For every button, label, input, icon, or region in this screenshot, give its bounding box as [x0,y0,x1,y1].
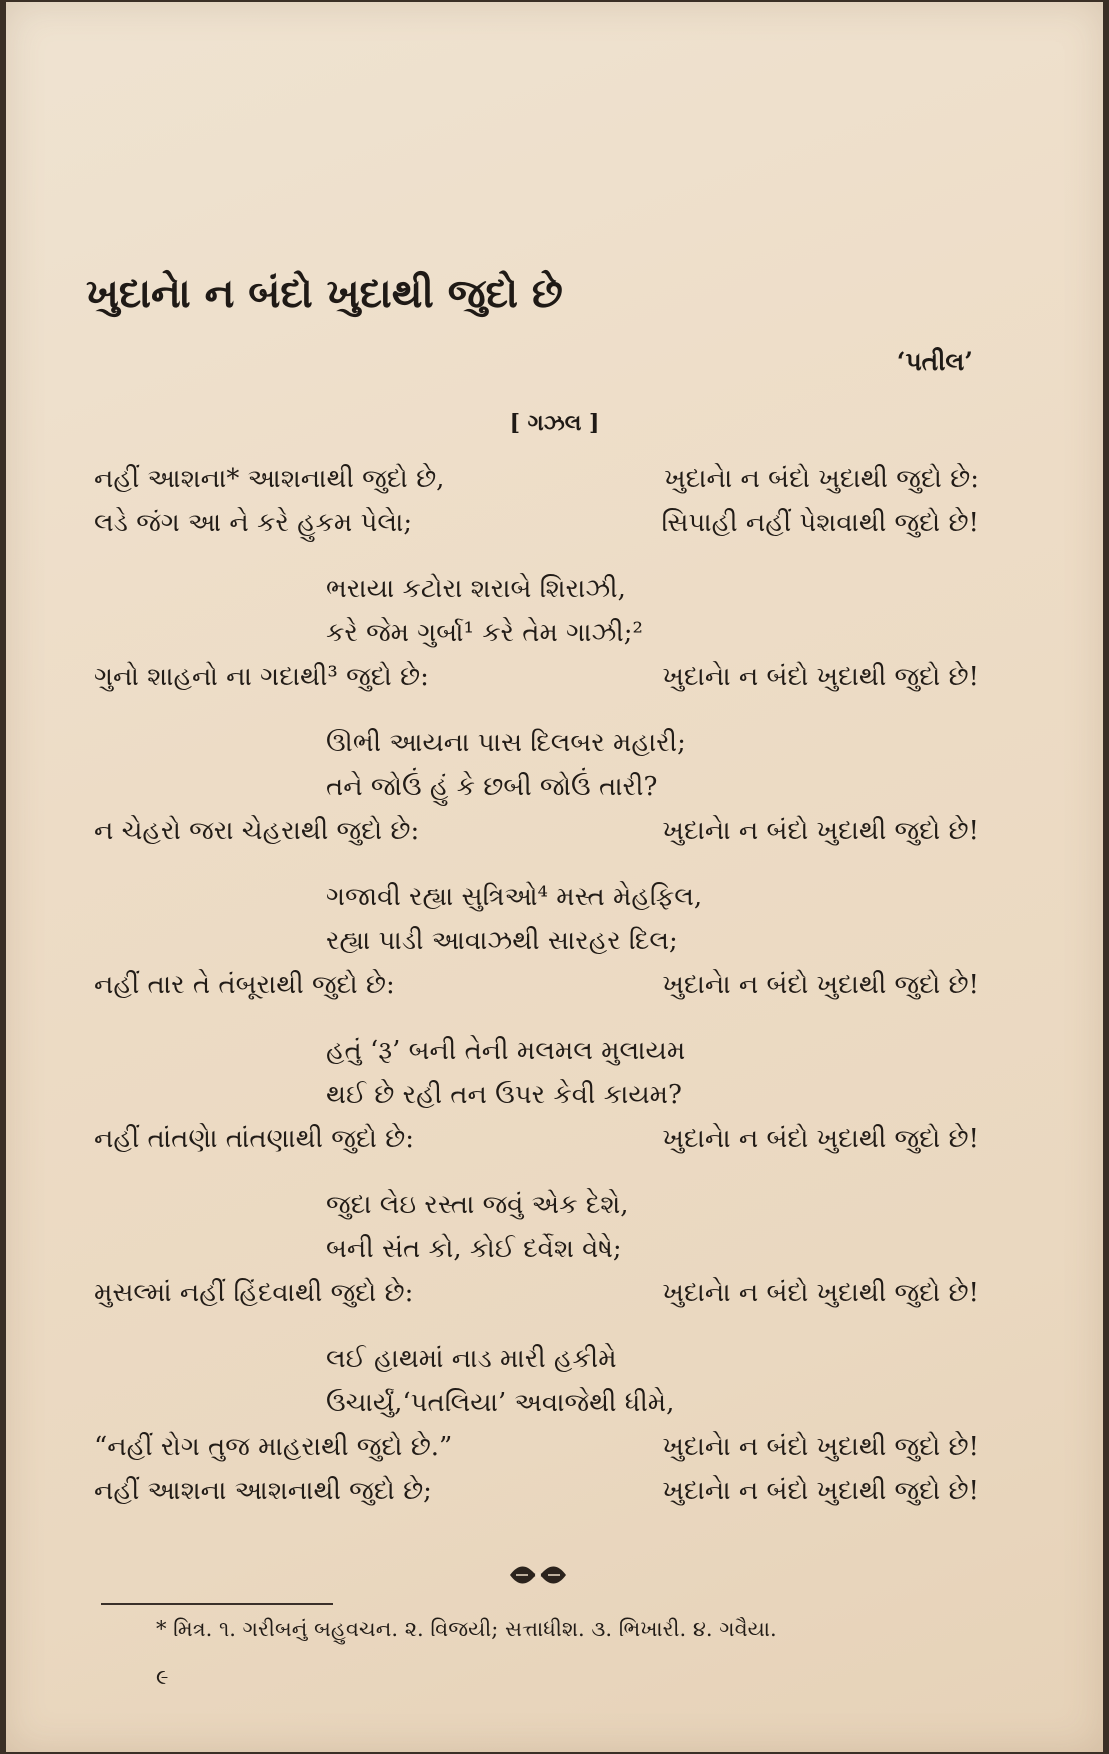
ornament-icon [506,1560,570,1590]
poem-line: રહ્યા પાડી આવાઝથી સારહર દિલ; [326,926,678,956]
poem-line-left: ન ચેહરો જરા ચેહરાથી જુદો છે: [94,816,420,846]
poem-line: ગજાવી રહ્યા સુત્રિઓ⁴ મસ્ત મેહફિલ, [326,882,703,912]
page-number: ૯ [156,1665,169,1689]
poem-line: ઉચાર્યું,‘પતલિયા’ અવાજેથી ધીમે, [326,1388,675,1418]
poem-line-right: ખુદાનેા ન બંદો ખુદાથી જુદો છે! [662,816,979,846]
poem-line: હતું ‘રૂ’ બની તેની મલમલ મુલાયમ [326,1036,686,1066]
poem-line-left: લડે જંગ આ ને કરે હુકમ પેલેા; [94,508,413,538]
footnote: * મિત્ર. ૧. ગરીબનું બહુવચન. ૨. વિજયી; સત્તાધીશ. ૩. ભિખારી. ૪. ગવૈયા. [156,1617,777,1641]
poem-line [94,1432,979,1463]
poem-line-left: ગુનો શાહનો ના ગદાથી³ જુદો છે: [94,662,429,692]
poem-line: કરે જેમ ગુર્બા¹ કરે તેમ ગાઝી;² [326,618,643,648]
poem-line-right: ખુદાનેા ન બંદો ખુદાથી જુદો છે! [662,1476,979,1506]
poem-line [94,1278,979,1309]
footnote-divider [101,1603,333,1605]
poem-line-right: ખુદાનેા ન બંદો ખુદાથી જુદો છે: [664,464,979,494]
poem-line-right: ખુદાનેા ન બંદો ખુદાથી જુદો છે! [662,662,979,692]
poem-line: થઈ છે રહી તન ઉપર કેવી કાયમ? [326,1080,682,1110]
poem-line [94,464,979,495]
poem-line [94,508,979,539]
poem-line-left: મુસલ્માં નહીં હિંદવાથી જુદો છે: [94,1278,414,1308]
poem-line [94,1476,979,1507]
poem-line: લઈ હાથમાં નાડ મારી હકીમે [326,1344,617,1374]
poem-title: ખુદાનેા ન બંદો ખુદાથી જુદો છે [86,270,563,317]
poem-line-left: નહીં તાંતણેા તાંતણાથી જુદો છે: [94,1124,414,1154]
poem-author: ‘પતીલ’ [896,347,973,376]
poem-line [94,970,979,1001]
poem-line-right: ખુદાનેા ન બંદો ખુદાથી જુદો છે! [662,1124,979,1154]
poem-line: જુદા લેઇ રસ્તા જવું એક દેશે, [326,1190,629,1220]
poem-line-right: ખુદાનેા ન બંદો ખુદાથી જુદો છે! [662,970,979,1000]
poem-line-right: ખુદાનેા ન બંદો ખુદાથી જુદો છે! [662,1278,979,1308]
poem-line: બની સંત કો, કોઈ દર્વેશ વેષે; [326,1234,622,1264]
poem-line: ભરાયા કટોરા શરાબે શિરાઝી, [326,574,626,604]
poem-line [94,816,979,847]
poem-line-left: નહીં તાર તે તંબૂરાથી જુદો છે: [94,970,395,1000]
poem-line: તને જોઉં હું કે છબી જોઉં તારી? [326,772,658,802]
poem-line-left: નહીં આશના* આશનાથી જુદો છે, [94,464,445,494]
poem-line-left: નહીં આશના આશનાથી જુદો છે; [94,1476,432,1506]
poem-line-right: ખુદાનેા ન બંદો ખુદાથી જુદો છે! [662,1432,979,1462]
poem-genre: [ ગઝલ ] [509,410,600,436]
poem-line-left: “નહીં રોગ તુજ માહરાથી જુદો છે.” [94,1432,453,1462]
poem-line [94,1124,979,1155]
poem-line: ઊભી આયના પાસ દિલબર મહારી; [326,728,686,758]
poem-line-right: સિપાહી નહીં પેશવાથી જુદો છે! [661,508,979,538]
poem-line [94,662,979,693]
page [6,2,1103,1752]
